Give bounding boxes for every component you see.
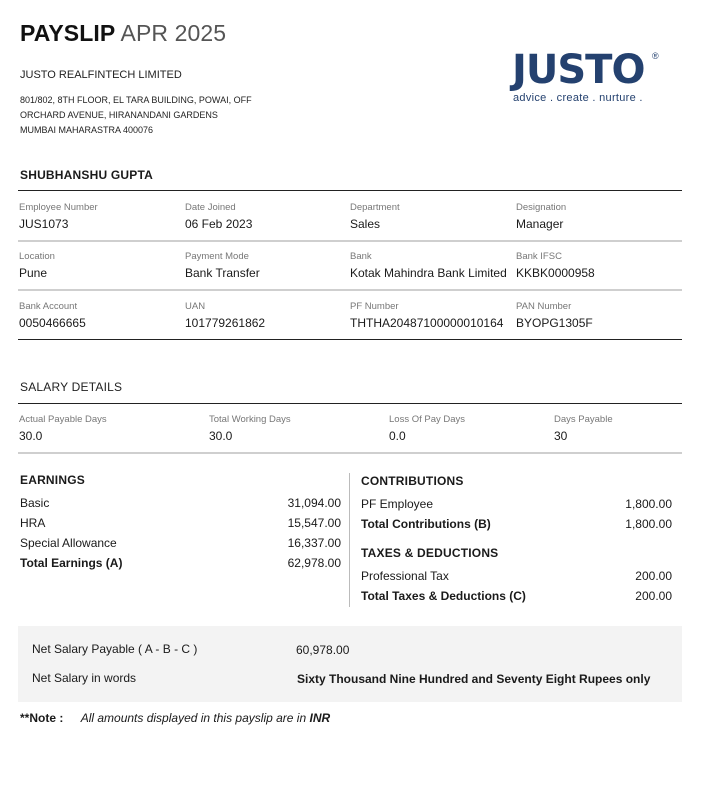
earning-amount-hra: 15,547.00 bbox=[287, 516, 341, 530]
field-total-working-days bbox=[209, 414, 291, 443]
field-value: 06 Feb 2023 bbox=[185, 217, 253, 231]
company-name: JUSTO REALFINTECH LIMITED bbox=[20, 69, 182, 81]
employee-name: SHUBHANSHU GUPTA bbox=[20, 168, 153, 182]
field-value: BYOPG1305F bbox=[516, 316, 593, 330]
note-currency: INR bbox=[309, 711, 331, 725]
field-value: 30.0 bbox=[19, 429, 43, 443]
field-label: Total Working Days bbox=[209, 414, 291, 425]
field-value: Pune bbox=[19, 266, 48, 280]
logo-registered-mark: ® bbox=[652, 51, 659, 61]
field-actual-payable-days bbox=[19, 414, 107, 443]
field-label: Actual Payable Days bbox=[19, 414, 107, 425]
net-salary-label: Net Salary Payable ( A - B - C ) bbox=[32, 642, 198, 656]
field-label: Designation bbox=[516, 202, 567, 213]
field-bank-account bbox=[19, 301, 86, 330]
field-date-joined bbox=[185, 202, 252, 231]
divider bbox=[18, 339, 682, 340]
address-line-1: 801/802, 8TH FLOOR, EL TARA BUILDING, POWAI, OFF bbox=[20, 95, 252, 105]
deductions-heading: TAXES & DEDUCTIONS bbox=[361, 546, 499, 560]
earning-label-basic: Basic bbox=[20, 496, 50, 510]
contribution-amount-pf-employee: 1,800.00 bbox=[625, 497, 672, 511]
net-salary-words-value: Sixty Thousand Nine Hundred and Seventy Eight Rupees only bbox=[297, 672, 651, 686]
logo-wordmark: JUSTO bbox=[512, 47, 645, 93]
field-label: Department bbox=[350, 202, 400, 213]
column-divider bbox=[349, 473, 350, 607]
salary-details-heading: SALARY DETAILS bbox=[20, 380, 123, 394]
field-value: THTHA20487100000010164 bbox=[350, 316, 504, 330]
earning-amount-special-allowance: 16,337.00 bbox=[287, 536, 341, 550]
net-salary-words-label: Net Salary in words bbox=[32, 671, 137, 685]
field-pf-number bbox=[350, 301, 503, 330]
total-deductions-label: Total Taxes & Deductions (C) bbox=[361, 589, 526, 603]
field-value: 101779261862 bbox=[185, 316, 266, 330]
field-bank bbox=[350, 251, 507, 280]
earnings-heading: EARNINGS bbox=[20, 473, 85, 487]
address-line-3: MUMBAI MAHARASTRA 400076 bbox=[20, 125, 154, 135]
note-text: All amounts displayed in this payslip are in INR bbox=[80, 711, 331, 725]
field-label: Payment Mode bbox=[185, 251, 249, 262]
field-designation bbox=[516, 202, 566, 231]
field-label: Bank IFSC bbox=[516, 251, 562, 262]
contributions-heading: CONTRIBUTIONS bbox=[361, 474, 464, 488]
total-contributions-amount: 1,800.00 bbox=[625, 517, 672, 531]
field-loss-of-pay-days bbox=[389, 414, 465, 443]
field-label: Days Payable bbox=[554, 414, 613, 425]
field-value: 30.0 bbox=[209, 429, 233, 443]
field-bank-ifsc bbox=[516, 251, 595, 280]
field-label: Loss Of Pay Days bbox=[389, 414, 466, 425]
field-department bbox=[350, 202, 400, 231]
total-deductions-amount: 200.00 bbox=[635, 589, 672, 603]
deduction-amount-professional-tax: 200.00 bbox=[635, 569, 672, 583]
address-line-2: ORCHARD AVENUE, HIRANANDANI GARDENS bbox=[20, 110, 218, 120]
deduction-label-professional-tax: Professional Tax bbox=[361, 569, 449, 583]
divider bbox=[18, 190, 682, 191]
field-label: Bank bbox=[350, 251, 372, 262]
field-label: UAN bbox=[185, 301, 206, 312]
divider bbox=[18, 289, 682, 291]
divider bbox=[18, 240, 682, 242]
field-value: 30 bbox=[554, 429, 568, 443]
field-label: PF Number bbox=[350, 301, 399, 312]
earning-label-special-allowance: Special Allowance bbox=[20, 536, 117, 550]
field-value: JUS1073 bbox=[19, 217, 69, 231]
field-label: Bank Account bbox=[19, 301, 78, 312]
field-employee-number bbox=[19, 202, 98, 231]
payslip-title bbox=[20, 20, 226, 47]
net-salary-box bbox=[18, 626, 682, 702]
field-value: 0050466665 bbox=[19, 316, 86, 330]
field-value: Sales bbox=[350, 217, 381, 231]
field-days-payable bbox=[554, 414, 613, 443]
field-pan-number bbox=[516, 301, 593, 330]
field-label: PAN Number bbox=[516, 301, 572, 312]
earning-amount-basic: 31,094.00 bbox=[287, 496, 341, 510]
title-bold: PAYSLIP bbox=[20, 20, 116, 46]
footer-note bbox=[20, 711, 330, 725]
divider bbox=[18, 452, 682, 454]
divider bbox=[18, 403, 682, 404]
field-value: KKBK0000958 bbox=[516, 266, 595, 280]
title-month: APR 2025 bbox=[120, 20, 227, 46]
total-earnings-amount: 62,978.00 bbox=[287, 556, 341, 570]
total-contributions-label: Total Contributions (B) bbox=[361, 517, 491, 531]
field-value: 0.0 bbox=[389, 429, 406, 443]
logo-tagline: advice . create . nurture . bbox=[513, 92, 643, 104]
field-label: Location bbox=[19, 251, 55, 262]
note-key: **Note : bbox=[20, 711, 64, 725]
field-value: Bank Transfer bbox=[185, 266, 260, 280]
contribution-label-pf-employee: PF Employee bbox=[361, 497, 434, 511]
field-value: Manager bbox=[516, 217, 564, 231]
field-uan bbox=[185, 301, 265, 330]
net-salary-value: 60,978.00 bbox=[296, 643, 350, 657]
field-label: Date Joined bbox=[185, 202, 236, 213]
field-label: Employee Number bbox=[19, 202, 98, 213]
field-payment-mode bbox=[185, 251, 260, 280]
field-value: Kotak Mahindra Bank Limited bbox=[350, 266, 507, 280]
earning-label-hra: HRA bbox=[20, 516, 46, 530]
field-location bbox=[19, 251, 55, 280]
company-logo bbox=[512, 47, 672, 110]
total-earnings-label: Total Earnings (A) bbox=[20, 556, 123, 570]
